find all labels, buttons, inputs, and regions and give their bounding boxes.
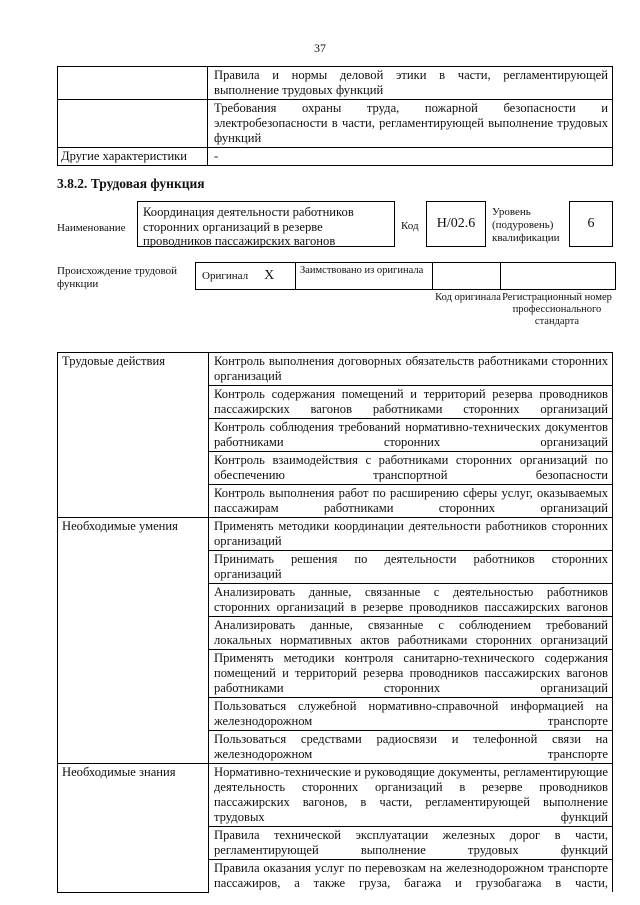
row-label (58, 67, 208, 100)
original-label: Оригинал (202, 270, 249, 282)
section-title: 3.8.2. Трудовая функция (57, 176, 205, 191)
list-item: Пользоваться средствами радиосвязи и телефонной связи на железнодорожном транспорте (209, 731, 613, 764)
origin-row (195, 262, 616, 290)
borrowed-label: Заимствовано из оригинала (296, 263, 433, 289)
function-name-box: Координация деятельности работников сторонних организаций в резерве проводников пассажирских вагонов (137, 201, 395, 247)
list-item: Нормативно-технические и руководящие документы, регламентирующие деятельность сторонних организаций в резерве проводников пассажирских вагонов, в части, регламентирующей выполнение трудовых функций (209, 764, 613, 827)
list-item: Правила оказания услуг по перевозкам на железнодорожном транспорте пассажиров, а также груза, багажа и грузобагажа в части, (209, 860, 613, 893)
list-item: Контроль содержания помещений и территорий резерва проводников пассажирских вагонов работниками сторонних организаций (209, 386, 613, 419)
original-mark: X (264, 268, 275, 283)
list-item: Контроль соблюдения требований нормативно-технических документов работниками сторонних организаций (209, 419, 613, 452)
list-item: Правила технической эксплуатации железных дорог в части, регламентирующей выполнение трудовых функций (209, 827, 613, 860)
original-code-cell (433, 263, 501, 289)
list-item: Анализировать данные, связанные с деятельностью работников сторонних организаций в резерве проводников пассажирских вагонов (209, 584, 613, 617)
registration-number-caption: Регистрационный номер профессионального стандарта (502, 292, 612, 327)
table-row (58, 764, 613, 827)
list-item: Контроль выполнения договорных обязательств работниками сторонних организаций (209, 353, 613, 386)
table-row (58, 518, 613, 551)
characteristics-table-continuation (57, 66, 613, 166)
list-item: Анализировать данные, связанные с соблюдением требований локальных нормативных актов работниками сторонних организаций (209, 617, 613, 650)
other-characteristics-label: Другие характеристики (58, 148, 208, 166)
row-label (58, 100, 208, 148)
table-row (58, 100, 613, 148)
list-item: Применять методики контроля санитарно-технического содержания помещений и территорий резерва проводников пассажирских вагонов работниками сторонних организаций (209, 650, 613, 698)
function-code-box: H/02.6 (426, 201, 486, 247)
list-item: Контроль взаимодействия с работниками сторонних организаций по обеспечению транспортной безопасности (209, 452, 613, 485)
row-text: Правила и нормы деловой этики в части, регламентирующей выполнение трудовых функций (208, 67, 613, 100)
registration-number-cell (501, 263, 615, 289)
table-row (58, 67, 613, 100)
skills-label: Необходимые умения (58, 518, 209, 764)
table-row (58, 148, 613, 166)
qualification-level-box: 6 (569, 201, 613, 247)
knowledge-label: Необходимые знания (58, 764, 209, 893)
row-text: Требования охраны труда, пожарной безопасности и электробезопасности в части, регламентирующей выполнение трудовых функций (208, 100, 613, 148)
code-label: Код (401, 220, 419, 232)
labor-function-table (57, 352, 613, 893)
labor-actions-label: Трудовые действия (58, 353, 209, 518)
list-item: Контроль выполнения работ по расширению сферы услуг, оказываемых пассажирам работниками сторонних организаций (209, 485, 613, 518)
list-item: Принимать решения по деятельности работников сторонних организаций (209, 551, 613, 584)
origin-label: Происхождение трудовой функции (57, 265, 178, 290)
page-number: 37 (314, 41, 326, 55)
list-item: Пользоваться служебной нормативно-справочной информацией на железнодорожном транспорте (209, 698, 613, 731)
other-characteristics-value: - (208, 148, 613, 166)
original-cell (196, 263, 296, 289)
qualification-level-label: Уровень (подуровень) квалификации (492, 206, 560, 244)
list-item: Применять методики координации деятельности работников сторонних организаций (209, 518, 613, 551)
name-label: Наименование (57, 222, 126, 234)
table-row (58, 353, 613, 386)
original-code-caption: Код оригинала (435, 292, 501, 303)
